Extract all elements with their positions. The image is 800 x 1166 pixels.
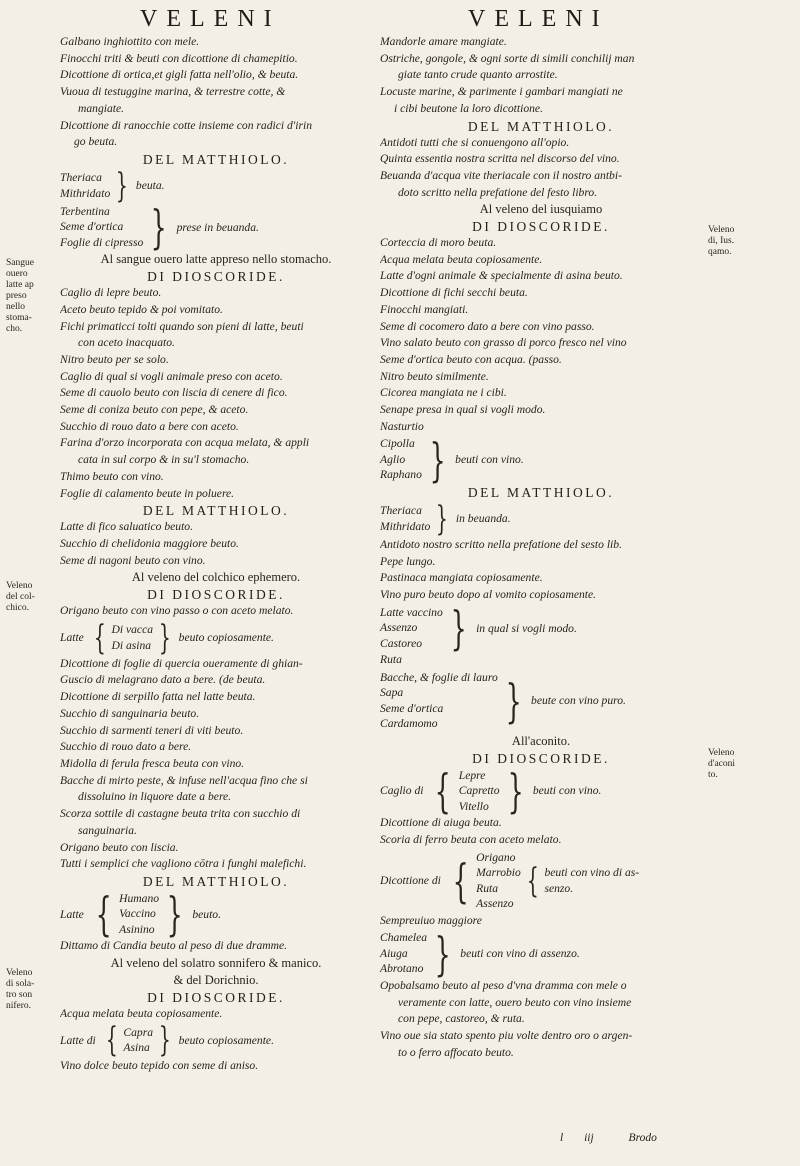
brace-icon: } — [450, 601, 467, 656]
text-line: Sempreuiuo maggiore — [380, 913, 482, 927]
brace-icon: } — [507, 763, 524, 818]
text-line: Dicottione di ortica,et gigli fatta nell'olio, & beuta. — [60, 68, 299, 82]
text-line: Dicottione di ranocchie cotte insieme con radici d'irin — [60, 118, 313, 132]
margin-note-line: d'aconi — [708, 759, 736, 769]
margin-note-line: stoma- — [6, 313, 32, 323]
section-heading: DI DIOSCORIDE. — [472, 219, 610, 235]
section-title: Al sangue ouero latte appreso nello stomacho. — [100, 252, 332, 267]
text-line: Seme di cocomero dato a bere con vino passo. — [380, 319, 595, 333]
group-tail: beuti con vino di as- — [544, 866, 640, 880]
text-line: Pepe lungo. — [380, 554, 436, 568]
brace-icon: } — [116, 165, 129, 206]
section-heading: DEL MATTHIOLO. — [467, 484, 615, 500]
text-line: Succhio di rouo dato a bere con aceto. — [60, 419, 239, 433]
group-lead: Latte di — [60, 1033, 96, 1047]
group-item: Theriaca — [60, 171, 102, 185]
text-line: Antidoto nostro scritto nella prefatione del sesto lib. — [380, 537, 622, 551]
brace-icon: { — [105, 1020, 118, 1061]
group-item: Capretto — [458, 784, 500, 798]
margin-note-line: Veleno — [708, 748, 735, 758]
section-title: Al veleno del iusquiamo — [479, 202, 603, 217]
text-line: go beuta. — [74, 135, 118, 149]
section-heading: DI DIOSCORIDE. — [472, 750, 610, 766]
text-line: con aceto inacquato. — [78, 336, 175, 350]
text-line: Dittamo di Candia beuto al peso di due dramme. — [60, 939, 288, 953]
text-line: Midolla di ferula fresca beuta con vino. — [60, 757, 245, 770]
margin-note-line: Veleno — [708, 225, 735, 235]
brace-group — [60, 165, 372, 206]
group-lead: Latte — [60, 631, 84, 645]
text-line: Dicottione di serpillo fatta nel latte beuta. — [60, 690, 256, 704]
group-item: Seme d'ortica — [380, 701, 444, 715]
text-line: Farina d'orzo incorporata con acqua melata, & appli — [60, 436, 310, 450]
text-line: Finocchi triti & beuti con dicottione di chamepitio. — [60, 51, 298, 65]
text-line: Quinta essentia nostra scritta nel discorso del vino. — [380, 152, 620, 166]
group-item: Foglie di cipresso — [60, 235, 144, 249]
catchword: Brodo — [628, 1132, 657, 1144]
group-item: Di asina — [111, 638, 152, 652]
section-heading: DI DIOSCORIDE. — [147, 587, 285, 603]
text-line: Origano beuto con vino passo o con aceto melato. — [60, 604, 294, 618]
text-line: Succhio di sanguinaria beuto. — [60, 706, 200, 720]
text-line: Origano beuto con liscia. — [60, 840, 179, 854]
group-item: Assenzo — [476, 897, 514, 911]
margin-note-line: tro son — [6, 990, 33, 1000]
text-line: Scorza sottile di castagne beuta trita con succhio di — [60, 807, 301, 821]
group-item: Sapa — [380, 686, 404, 700]
margin-note-line: preso — [6, 291, 27, 301]
margin-note-line: latte ap — [6, 280, 34, 290]
margin-note-line: del col- — [6, 592, 35, 602]
group-tail: beuti con vino di assenzo. — [460, 947, 580, 961]
group-item: Vaccino — [119, 907, 156, 921]
group-item: Humano — [119, 891, 160, 905]
group-item: Mithridato — [380, 519, 431, 533]
margin-note-line: Veleno — [6, 581, 33, 591]
group-tail: in beuanda. — [455, 512, 511, 526]
text-line: Nasturtio — [380, 419, 424, 433]
text-line: Vino salato beuto con grasso di porco fresco nel vino — [380, 336, 627, 350]
group-item: Bacche, & foglie di lauro — [380, 670, 498, 684]
brace-group — [380, 498, 702, 539]
group-item: Asina — [123, 1041, 150, 1055]
text-line: giate tanto crude quanto arrostite. — [398, 68, 558, 82]
text-line: Seme di coniza beuto con pepe, & aceto. — [60, 403, 249, 417]
margin-note-line: ouero — [6, 269, 28, 279]
margin-note-line: nello — [6, 302, 25, 312]
text-line: Ruta — [380, 653, 402, 667]
text-line: Succhio di rouo dato a bere. — [60, 740, 192, 754]
text-line: Vino oue sia stato spento piu volte dentro oro o argen- — [380, 1028, 633, 1042]
group-item: Lepre — [458, 768, 486, 782]
group-item: Abrotano — [380, 962, 424, 976]
text-line: Nitro beuto similmente. — [380, 369, 489, 383]
section-heading: DEL MATTHIOLO. — [142, 151, 290, 167]
margin-note-line: chico. — [6, 603, 29, 613]
text-line: Ostriche, gongole, & ogni sorte di simili conchilij man — [380, 51, 635, 65]
text-line: Caglio di lepre beuto. — [60, 286, 162, 300]
group-lead: Latte — [60, 907, 84, 921]
group-item: Aglio — [380, 452, 406, 466]
brace-icon: } — [429, 432, 446, 487]
text-line: Tutti i semplici che vagliono cōtra i funghi malefichi. — [60, 857, 307, 871]
text-line: Acqua melata beuta copiosamente. — [60, 1006, 223, 1020]
text-line: Seme di nagoni beuto con vino. — [60, 553, 206, 567]
group-lead: Caglio di — [380, 784, 424, 798]
section-heading: DEL MATTHIOLO. — [142, 503, 290, 519]
text-line: Galbano inghiottito con mele. — [60, 35, 200, 48]
section-heading: DEL MATTHIOLO. — [467, 118, 615, 134]
text-line: Vino puro beuto dopo al vomito copiosamente. — [380, 588, 597, 602]
right-column — [380, 34, 702, 1061]
text-line: Locuste marine, & parimente i gambari mangiati ne — [380, 85, 623, 99]
group-item: Terbentina — [60, 204, 110, 218]
text-line: Dicottione di aiuga beuta. — [380, 816, 502, 830]
text-line: Corteccia di moro beuta. — [380, 236, 497, 250]
section-heading: DI DIOSCORIDE. — [147, 989, 285, 1005]
margin-note-sangue — [6, 258, 52, 335]
group-tail: in qual si vogli modo. — [476, 621, 577, 635]
brace-group — [380, 763, 702, 818]
group-tail: beuti con vino. — [455, 453, 524, 467]
text-line: Fichi primaticci tolti quando son pieni di latte, beuti — [60, 319, 304, 333]
group-item: Di vacca — [111, 623, 154, 637]
page-footer — [560, 1132, 657, 1144]
brace-group — [380, 926, 702, 981]
text-line: doto scritto nella prefatione del festo libro. — [398, 185, 598, 199]
margin-note-iusquiamo — [708, 225, 764, 258]
group-item: Seme d'ortica — [60, 220, 124, 234]
text-line: Guscio di melagrano dato a bere. (de beuta. — [60, 673, 266, 687]
text-line: veramente con latte, ouero beuto con vino insieme — [398, 995, 632, 1009]
text-line: Bacche di mirto peste, & infuse nell'acqua fino che si — [60, 773, 308, 787]
text-line: Seme d'ortica beuto con acqua. (passo. — [380, 352, 562, 366]
section-title: Al veleno del colchico ephemero. — [131, 570, 301, 585]
margin-note-line: Sangue — [6, 258, 34, 268]
margin-note-line: di, Ius. — [708, 236, 735, 246]
group-item: Marrobio — [476, 866, 521, 880]
group-item: Origano — [476, 850, 516, 864]
group-item: Ruta — [476, 881, 499, 895]
group-tail: beute con vino puro. — [531, 694, 626, 708]
brace-icon: } — [505, 673, 522, 728]
text-line: Beuanda d'acqua vite theriacale con il nostro antbi- — [380, 168, 622, 182]
margin-note-line: nifero. — [6, 1001, 32, 1011]
brace-group — [380, 850, 702, 912]
text-line: Latte di fico saluatico beuto. — [60, 520, 193, 534]
brace-group — [60, 1020, 372, 1061]
text-line: Vuoua di testuggine marina, & terrestre cotte, & — [60, 85, 286, 99]
text-line: cata in sul corpo & in su'l stomacho. — [78, 453, 250, 467]
text-line: Nitro beuto per se solo. — [60, 352, 169, 366]
margin-note-line: di sola- — [6, 979, 35, 989]
group-item: Cipolla — [380, 437, 415, 451]
text-line: Aceto beuto tepido & poi vomitato. — [60, 302, 223, 316]
margin-note-solatro — [6, 968, 52, 1012]
brace-icon: { — [526, 860, 539, 901]
text-line: Dicottione di foglie di quercia oueramente di ghian- — [60, 656, 303, 670]
text-line: Opobalsamo beuto al peso d'vna dramma con mele o — [380, 978, 627, 992]
brace-group — [380, 432, 702, 487]
text-line: Foglie di calamento beute in poluere. — [60, 486, 235, 500]
group-item: Cardamomo — [380, 717, 438, 731]
text-line: to o ferro affocato beuto. — [398, 1045, 514, 1059]
group-item: Latte vaccino — [380, 605, 443, 619]
text-line: Acqua melata beuta copiosamente. — [380, 252, 543, 266]
brace-group — [380, 601, 702, 656]
margin-note-line: qamo. — [708, 247, 732, 257]
signature-number: iij — [584, 1132, 594, 1144]
text-line: Thimo beuto con vino. — [60, 469, 164, 483]
running-head-left: VELENI — [140, 6, 281, 32]
group-item: Mithridato — [60, 186, 111, 200]
brace-group — [60, 617, 372, 658]
margin-note-aconito — [708, 748, 764, 781]
margin-note-line: cho. — [6, 324, 23, 334]
group-tail: senzo. — [544, 881, 574, 895]
margin-note-line: Veleno — [6, 968, 33, 978]
group-item: Capra — [123, 1025, 154, 1039]
margin-note-colchico — [6, 581, 52, 614]
brace-icon: { — [452, 853, 469, 908]
section-title: All'aconito. — [511, 733, 571, 748]
group-item: Raphano — [380, 468, 422, 482]
text-line: Dicottione di fichi secchi beuta. — [380, 286, 528, 300]
group-tail: prese in beuanda. — [176, 220, 259, 234]
brace-group — [380, 670, 702, 732]
text-line: sanguinaria. — [78, 823, 137, 837]
brace-icon: } — [434, 926, 451, 981]
brace-icon: { — [93, 617, 106, 658]
text-line: Cicorea mangiata ne i cibi. — [380, 386, 507, 400]
text-line: Finocchi mangiati. — [380, 302, 469, 316]
text-line: Mandorle amare mangiate. — [380, 35, 507, 48]
brace-icon: } — [158, 1020, 171, 1061]
group-tail: beuto copiosamente. — [178, 1033, 274, 1047]
section-heading: DI DIOSCORIDE. — [147, 269, 285, 285]
text-line: mangiate. — [78, 101, 125, 115]
group-item: Aiuga — [380, 946, 408, 960]
text-line: Caglio di qual si vogli animale preso con aceto. — [60, 369, 283, 383]
brace-icon: } — [150, 200, 167, 255]
text-line: Vino dolce beuto tepido con seme di aniso. — [60, 1059, 259, 1073]
group-tail: beuti con vino. — [532, 784, 602, 798]
section-heading: DEL MATTHIOLO. — [142, 873, 290, 889]
group-item: Assenzo — [380, 621, 418, 635]
group-tail: beuta. — [135, 179, 165, 193]
margin-note-line: to. — [708, 770, 718, 780]
group-item: Asinino — [119, 922, 155, 936]
text-line: dissoluino in liquore date a bere. — [78, 790, 232, 804]
running-head-right: VELENI — [468, 6, 609, 32]
group-item: Vitello — [458, 799, 489, 813]
section-title: Al veleno del solatro sonnifero & manico. — [110, 956, 322, 971]
group-item: Theriaca — [380, 504, 422, 518]
left-column — [60, 34, 372, 1075]
group-tail: beuto. — [192, 907, 221, 921]
group-tail: beuto copiosamente. — [178, 631, 274, 645]
text-line: Pastinaca mangiata copiosamente. — [380, 571, 543, 585]
brace-group — [60, 887, 372, 942]
brace-icon: } — [436, 498, 449, 539]
text-line: Senape presa in qual si vogli modo. — [380, 403, 546, 417]
brace-icon: } — [166, 887, 183, 942]
text-line: con pepe, castoreo, & ruta. — [398, 1012, 525, 1026]
text-line: Succhio di sarmenti teneri di viti beuto. — [60, 723, 244, 737]
section-title: & del Dorichnio. — [173, 972, 259, 987]
brace-group — [60, 200, 372, 255]
text-line: i cibi beutone la loro dicottione. — [394, 101, 543, 115]
text-line: Scoria di ferro beuta con aceto melato. — [380, 832, 562, 846]
brace-icon: { — [95, 887, 112, 942]
group-item: Castoreo — [380, 636, 423, 650]
brace-icon: { — [435, 763, 452, 818]
text-line: Seme di cauolo beuto con liscia di cenere di fico. — [60, 386, 288, 400]
group-item: Chamelea — [380, 931, 428, 945]
text-line: Succhio di chelidonia maggiore beuto. — [60, 536, 239, 550]
text-line: Latte d'ogni animale & specialmente di asina beuto. — [380, 269, 623, 283]
text-line: Antidoti tutti che si conuengono all'opio. — [380, 135, 570, 149]
brace-icon: } — [158, 617, 171, 658]
group-lead: Dicottione di — [380, 874, 441, 888]
signature-mark: l — [560, 1132, 564, 1144]
